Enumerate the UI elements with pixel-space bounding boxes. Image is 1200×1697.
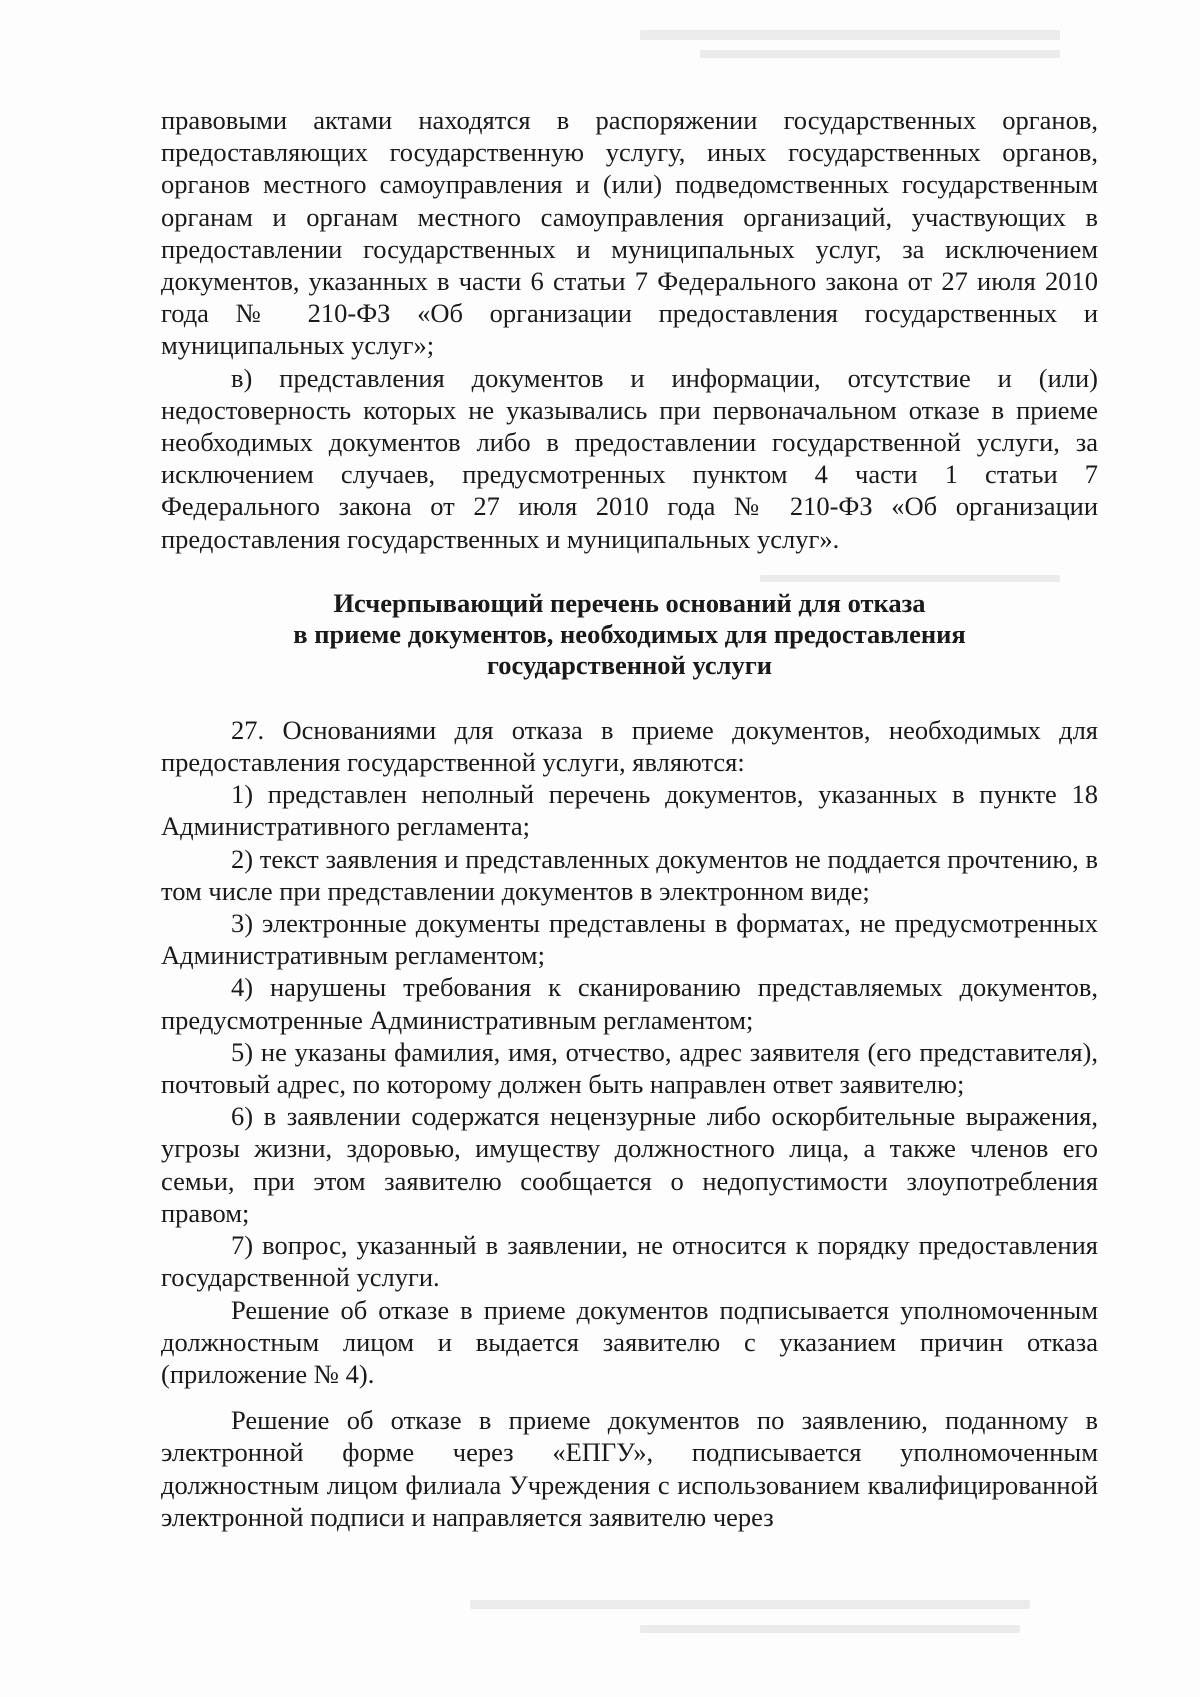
list-item-2: 2) текст заявления и представленных документов не поддается прочтению, в том числе при представлении документов в электронном виде; [161, 843, 1098, 906]
scan-artifact [640, 30, 1060, 40]
list-item-4: 4) нарушены требования к сканированию представляемых документов, предусмотренные Административным регламентом; [161, 972, 1098, 1035]
section-heading [161, 588, 1098, 681]
paragraph-electronic-decision: Решение об отказе в приеме документов по заявлению, поданному в электронной форме через «ЕПГУ», подписывается уполномоченным должностным лицом филиала Учреждения с использованием квалифицированной электронной подписи и направляется заявителю через [161, 1405, 1098, 1532]
paragraph-continuation: правовыми актами находятся в распоряжении государственных органов, предоставляющих государственную услугу, иных государственных органов, органов местного самоуправления и (или) подведомственных государственным органам и органам местного самоуправления организаций, участвующих в предоставлении государственных и муниципальных услуг, за исключением документов, указанных в части 6 статьи 7 Федерального закона от 27 июля 2010 года № 210-ФЗ «Об организации предоставления государственных и муниципальных услуг»; [161, 105, 1098, 361]
heading-line: в приеме документов, необходимых для предоставления [293, 618, 966, 649]
scan-artifact [700, 50, 1060, 58]
list-item-5: 5) не указаны фамилия, имя, отчество, адрес заявителя (его представителя), почтовый адрес, по которому должен быть направлен ответ заявителю; [161, 1036, 1098, 1100]
paragraph-item-v: в) представления документов и информации, отсутствие и (или) недостоверность которых не указывались при первоначальном отказе в приеме необходимых документов либо в предоставлении государственной услуги, за исключением случаев, предусмотренных пунктом 4 части 1 статьи 7 Федерального закона от 27 июля 2010 года № 210-ФЗ «Об организации предоставления государственных и муниципальных услуг». [161, 362, 1098, 554]
paragraph-27-intro: 27. Основаниями для отказа в приеме документов, необходимых для предоставления государственной услуги, являются: [161, 714, 1098, 778]
list-item-1: 1) представлен неполный перечень документов, указанных в пункте 18 Административного регламента; [161, 779, 1098, 842]
document-body [161, 104, 1098, 1533]
scan-artifact [470, 1600, 1030, 1609]
list-item-7: 7) вопрос, указанный в заявлении, не относится к порядку предоставления государственной услуги. [161, 1230, 1098, 1293]
list-item-3: 3) электронные документы представлены в форматах, не предусмотренных Административным регламентом; [161, 908, 1098, 971]
scan-artifact [640, 1625, 1020, 1633]
list-item-6: 6) в заявлении содержатся нецензурные либо оскорбительные выражения, угрозы жизни, здоровью, имуществу должностного лица, а также членов его семьи, при этом заявителю сообщается о недопустимости злоупотребления правом; [161, 1101, 1098, 1228]
paragraph-decision-signing: Решение об отказе в приеме документов подписывается уполномоченным должностным лицом и выдается заявителю с указанием причин отказа (приложение № 4). [161, 1294, 1098, 1389]
heading-line: Исчерпывающий перечень оснований для отказа [333, 587, 926, 618]
heading-line: государственной услуги [486, 649, 773, 680]
